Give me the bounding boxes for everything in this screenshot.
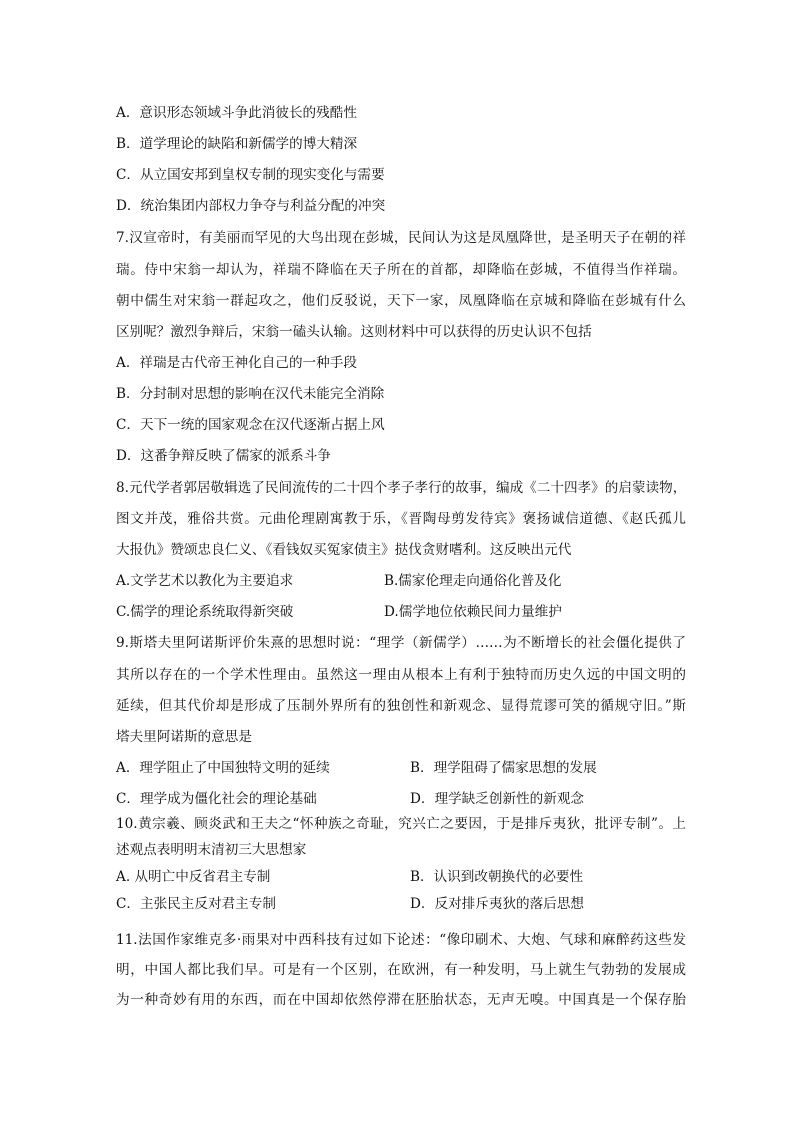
q8-stem-line: 8.元代学者郭居敬辑选了民间流传的二十四个孝子孝行的故事，编成《二十四孝》的启蒙读物，: [116, 480, 687, 496]
q8-option-d: D.儒学地位依赖民间力量维护: [384, 604, 562, 620]
q6-option-d: D．统治集团内部权力争夺与利益分配的冲突: [116, 198, 386, 214]
q9-stem-line: 塔夫里阿诺斯的意思是: [116, 729, 252, 745]
q8-stem-line: 图文并茂，雅俗共赏。元曲伦理剧寓教于乐，《晋陶母剪发待宾》褒扬诚信道德、《赵氏孤儿: [116, 511, 686, 527]
q11-stem-line: 为一种奇妙有用的东西，而在中国却依然停滞在胚胎状态，无声无嗅。中国真是一个保存胎: [116, 992, 686, 1008]
q8-option-a: A.文学艺术以教化为主要追求: [116, 573, 294, 589]
q9-stem-line: 其所以存在的一个学术性理由。虽然这一理由从根本上有利于独特而历史久远的中国文明的: [116, 667, 686, 683]
q7-option-d: D．这番争辩反映了儒家的派系斗争: [116, 448, 331, 464]
q8-stem-line: 大报仇》赞颂忠良仁义、《看钱奴买冤家债主》挞伐贪财嗜利。这反映出元代: [116, 542, 572, 558]
q10-option-b: B．认识到改朝换代的必要性: [410, 869, 584, 885]
q9-option-d: D．理学缺乏创新性的新观念: [410, 791, 585, 807]
q7-stem-line: 区别呢？激烈争辩后，宋翁一磕头认输。这则材料中可以获得的历史认识不包括: [116, 324, 592, 340]
q7-option-a: A．祥瑞是古代帝王神化自己的一种手段: [116, 355, 357, 371]
q9-option-c: C．理学成为僵化社会的理论基础: [116, 791, 317, 807]
q11-stem-line: 11.法国作家维克多·雨果对中西科技有过如下论述：“像印刷术、大炮、气球和麻醉药这些发: [116, 932, 686, 948]
q10-stem-line: 10.黄宗羲、顾炎武和王夫之“怀种族之奇耻，究兴亡之要因，于是排斥夷狄，批评专制”。上: [116, 816, 686, 832]
q10-option-a: A. 从明亡中反省君主专制: [116, 869, 271, 885]
q6-option-a: A．意识形态领域斗争此消彼长的残酷性: [116, 105, 357, 121]
q7-stem-line: 朝中儒生对宋翁一群起攻之，他们反驳说，天下一家，凤凰降临在京城和降临在彭城有什么: [116, 293, 686, 309]
q7-option-c: C．天下一统的国家观念在汉代逐渐占据上风: [116, 417, 385, 433]
q9-stem-line: 延续，但其代价却是形成了压制外界所有的独创性和新观念、显得荒谬可笑的循规守旧。”斯: [116, 698, 686, 714]
q9-option-a: A．理学阻止了中国独特文明的延续: [116, 760, 330, 776]
q9-option-b: B．理学阻碍了儒家思想的发展: [410, 760, 597, 776]
q8-option-c: C.儒学的理论系统取得新突破: [116, 604, 294, 620]
q10-option-d: D．反对排斥夷狄的落后思想: [410, 896, 585, 912]
q8-option-b: B.儒家伦理走向通俗化普及化: [384, 573, 562, 589]
q7-stem-line: 瑞。侍中宋翁一却认为，祥瑞不降临在天子所在的首都，却降临在彭城，不值得当作祥瑞。: [116, 262, 686, 278]
q6-option-b: B．道学理论的缺陷和新儒学的博大精深: [116, 136, 358, 152]
q9-stem-line: 9.斯塔夫里阿诺斯评价朱熹的思想时说：“理学（新儒学）……为不断增长的社会僵化提供了: [116, 635, 686, 651]
q10-option-c: C．主张民主反对君主专制: [116, 896, 276, 912]
q7-option-b: B．分封制对思想的影响在汉代未能完全消除: [116, 386, 385, 402]
q7-stem-line: 7.汉宣帝时，有美丽而罕见的大鸟出现在彭城，民间认为这是凤凰降世，是圣明天子在朝的祥: [116, 230, 686, 246]
q11-stem-line: 明，中国人都比我们早。可是有一个区别，在欧洲，有一种发明，马上就生气勃勃的发展成: [116, 962, 686, 978]
q6-option-c: C．从立国安邦到皇权专制的现实变化与需要: [116, 167, 385, 183]
q10-stem-line: 述观点表明明末清初三大思想家: [116, 842, 307, 858]
